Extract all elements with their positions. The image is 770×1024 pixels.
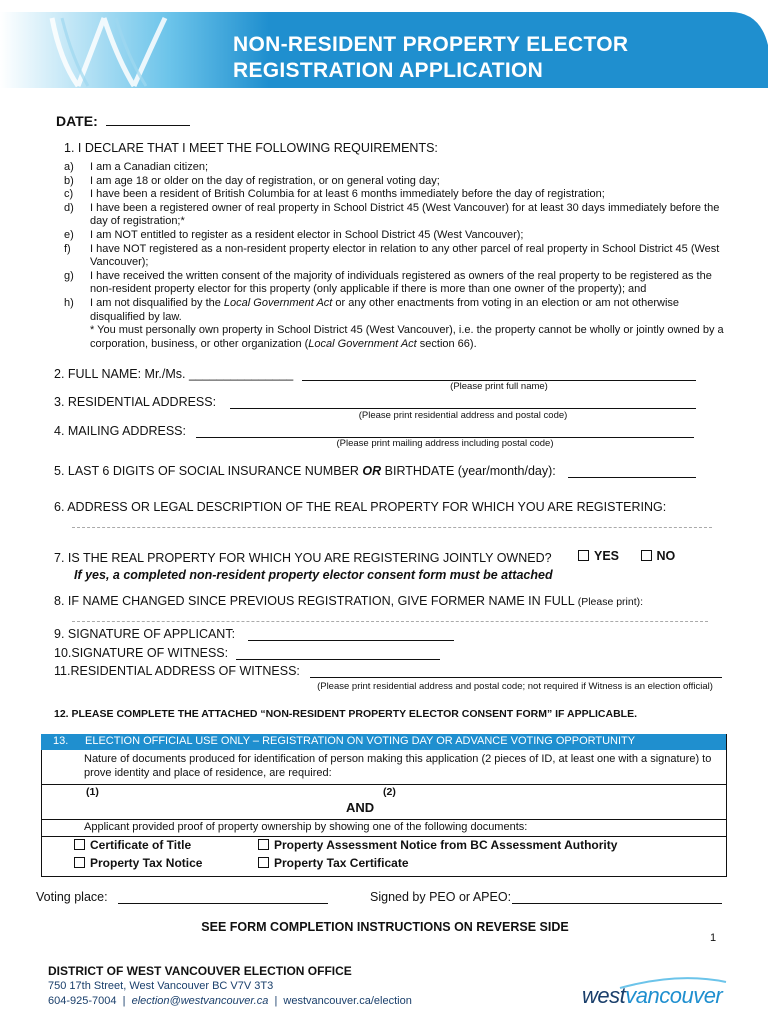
- checkbox-icon: [74, 857, 85, 868]
- sin-birthdate-input[interactable]: [568, 463, 696, 478]
- section-10-label: 10.SIGNATURE OF WITNESS:: [54, 646, 229, 660]
- list-item: e) I am NOT entitled to register as a resident elector in School District 45 (West Vancouver);: [64, 228, 524, 241]
- section-5-label: 5. LAST 6 DIGITS OF SOCIAL INSURANCE NUMBER OR BIRTHDATE (year/month/day):: [54, 464, 556, 478]
- section-12-label: 12. PLEASE COMPLETE THE ATTACHED “NON-RESIDENT PROPERTY ELECTOR CONSENT FORM” IF APPLICABLE.: [54, 708, 637, 720]
- title-line-2: REGISTRATION APPLICATION: [233, 59, 544, 82]
- ownership-note: * You must personally own property in School District 45 (West Vancouver), i.e. the property cannot be wholly or jointly owned by a corporation, business, or other organization (Local Government Act section 66).: [90, 324, 724, 350]
- office-name: DISTRICT OF WEST VANCOUVER ELECTION OFFICE: [48, 964, 352, 978]
- list-item: h) I am not disqualified by the Local Government Act or any other enactments from voting in an election or am not otherwise disqualified by law.: [64, 296, 680, 323]
- office-address: 750 17th Street, West Vancouver BC V7V 3T3: [48, 980, 274, 992]
- mailing-address-hint: (Please print mailing address including postal code): [336, 438, 554, 449]
- page-number: 1: [710, 932, 717, 944]
- doc-certificate-of-title[interactable]: Certificate of Title: [74, 838, 191, 852]
- residential-address-hint: (Please print residential address and postal code): [358, 410, 568, 421]
- voting-place-label: Voting place:: [36, 890, 108, 904]
- id-2-label: (2): [383, 786, 396, 798]
- no-checkbox[interactable]: NO: [641, 549, 676, 563]
- doc-assessment-notice[interactable]: Property Assessment Notice from BC Assessment Authority: [258, 838, 617, 852]
- list-item: c) I have been a resident of British Columbia for at least 6 months immediately before the day of registration;: [64, 188, 605, 201]
- checkbox-icon: [258, 839, 269, 850]
- signed-by-label: Signed by PEO or APEO:: [370, 890, 512, 904]
- phone: 604-925-7004: [48, 995, 117, 1007]
- and-label: AND: [346, 800, 375, 815]
- property-description-input[interactable]: [72, 527, 712, 528]
- list-item: d) I have been a registered owner of real property in School District 45 (West Vancouver) for at least 30 days immediately before the day of registration;*: [64, 201, 720, 228]
- section-8-label: 8. IF NAME CHANGED SINCE PREVIOUS REGISTRATION, GIVE FORMER NAME IN FULL (Please print):: [54, 594, 644, 608]
- form-title: [233, 32, 628, 84]
- residential-address-input[interactable]: [230, 394, 696, 409]
- checkbox-icon: [641, 550, 652, 561]
- list-item: g) I have received the written consent of the majority of individuals registered as owners of the real property to be registered as the non-resident property elector for this property (only applicable if there is more than one owner of the property); and: [64, 269, 712, 296]
- mailing-address-input[interactable]: [196, 423, 694, 438]
- list-item: b) I am age 18 or older on the day of registration, or on general voting day;: [64, 174, 440, 187]
- yes-checkbox[interactable]: YES: [578, 549, 619, 563]
- applicant-signature-input[interactable]: [248, 626, 454, 641]
- section-7-label: 7. IS THE REAL PROPERTY FOR WHICH YOU ARE REGISTERING JOINTLY OWNED?: [54, 551, 552, 565]
- official-use-bar: 13. ELECTION OFFICIAL USE ONLY – REGISTRATION ON VOTING DAY OR ADVANCE VOTING OPPORTUNITY: [41, 734, 726, 750]
- west-vancouver-logo: westvancouver: [582, 983, 723, 1008]
- list-item: a) I am a Canadian citizen;: [64, 161, 209, 173]
- witness-address-input[interactable]: [310, 663, 722, 678]
- checkbox-icon: [258, 857, 269, 868]
- date-field: [56, 111, 190, 129]
- section-6-label: 6. ADDRESS OR LEGAL DESCRIPTION OF THE REAL PROPERTY FOR WHICH YOU ARE REGISTERING:: [54, 500, 667, 514]
- witness-address-hint: (Please print residential address and postal code; not required if Witness is an election official): [317, 681, 713, 692]
- section-11-label: 11.RESIDENTIAL ADDRESS OF WITNESS:: [54, 664, 300, 678]
- jointly-owned-options: [578, 549, 675, 563]
- date-input[interactable]: [106, 111, 190, 126]
- checkbox-icon: [578, 550, 589, 561]
- section-4-label: 4. MAILING ADDRESS:: [54, 424, 186, 438]
- ownership-proof-note: Applicant provided proof of property ownership by showing one of the following documents:: [84, 821, 528, 833]
- logo-swoosh-icon: [618, 976, 728, 990]
- section-9-label: 9. SIGNATURE OF APPLICANT:: [54, 627, 236, 641]
- witness-signature-input[interactable]: [236, 645, 440, 660]
- section-1-heading: 1. I DECLARE THAT I MEET THE FOLLOWING REQUIREMENTS:: [64, 141, 438, 155]
- see-form-instructions: SEE FORM COMPLETION INSTRUCTIONS ON REVERSE SIDE: [201, 920, 569, 934]
- doc-property-tax-certificate[interactable]: Property Tax Certificate: [258, 856, 409, 870]
- email-link[interactable]: election@westvancouver.ca: [131, 995, 269, 1007]
- list-item: f) I have NOT registered as a non-resident property elector in relation to any other parcel of real property in School District 45 (West Vancouver);: [64, 242, 720, 269]
- date-label: DATE:: [56, 113, 98, 129]
- full-name-hint: (Please print full name): [450, 381, 548, 392]
- doc-property-tax-notice[interactable]: Property Tax Notice: [74, 856, 202, 870]
- id-1-label: (1): [86, 786, 99, 798]
- checkbox-icon: [74, 839, 85, 850]
- website-link[interactable]: westvancouver.ca/election: [283, 995, 412, 1007]
- voting-place-input[interactable]: [118, 889, 328, 904]
- requirements-list: [64, 161, 734, 351]
- signed-by-input[interactable]: [512, 889, 722, 904]
- former-name-input[interactable]: [72, 621, 708, 622]
- consent-note: If yes, a completed non-resident property elector consent form must be attached: [74, 568, 553, 582]
- office-contact: 604-925-7004 | election@westvancouver.ca | westvancouver.ca/election: [48, 995, 412, 1007]
- id-documents-note: Nature of documents produced for identification of person making this application (2 pieces of ID, at least one with a signature) to prove identity and place of residence, are required:: [84, 753, 712, 779]
- section-2-label: 2. FULL NAME: Mr./Ms. _______________: [54, 367, 294, 381]
- section-3-label: 3. RESIDENTIAL ADDRESS:: [54, 395, 217, 409]
- full-name-input[interactable]: [302, 366, 696, 381]
- title-line-1: NON-RESIDENT PROPERTY ELECTOR: [233, 33, 629, 56]
